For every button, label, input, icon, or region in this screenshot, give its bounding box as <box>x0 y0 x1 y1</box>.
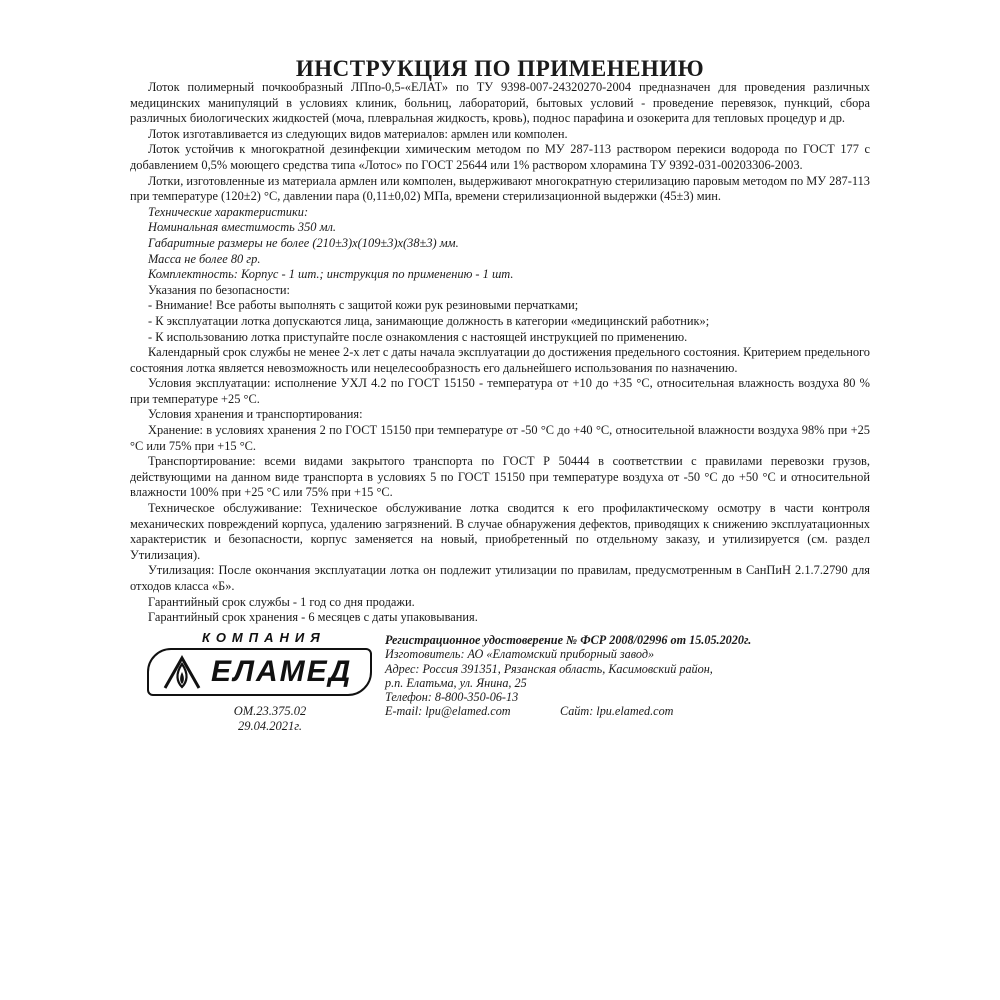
spec-item: Номинальная вместимость 350 мл. <box>148 220 337 235</box>
logo-frame <box>147 648 372 696</box>
manufacturer-info <box>385 633 855 719</box>
intro-paragraph: Лоток полимерный почкообразный ЛПпо-0,5-«ЕЛАТ» по ТУ 9398-007-24320270-2004 предназначен для проведения различных медицинских манипуляций в условиях клиник, больниц, лабораторий, бытовых условий - проведение перевязок, пункций, сбора различных биологических жидкостей (моча, плевральная жидкость, кровь), поднос парафина и озокерита для тепловых процедур и др. <box>130 80 870 126</box>
logo-company-label: КОМПАНИЯ <box>202 630 326 645</box>
warranty-storage-line: Гарантийный срок хранения - 6 месяцев с даты упаковывания. <box>148 610 478 625</box>
safety-item: - Внимание! Все работы выполнять с защитой кожи рук резиновыми перчатками; <box>148 298 579 313</box>
service-life-paragraph: Календарный срок службы не менее 2-х лет с даты начала эксплуатации до достижения предельного состояния. Критерием предельного состояния лотка является невозможность или нецелесообразность его дальнейшего использования по назначению. <box>130 345 870 375</box>
flame-emblem-icon <box>161 654 203 692</box>
disinfection-paragraph: Лоток устойчив к многократной дезинфекции химическим методом по МУ 287-113 раствором перекиси водорода по ГОСТ 177 с добавлением 0,5% моющего средства типа «Лотос» по ГОСТ 25644 или 1% раствором хлорамина ТУ 9392-031-00203306-2003. <box>130 142 870 172</box>
address-line-2: р.п. Елатьма, ул. Янина, 25 <box>385 675 527 690</box>
spec-item: Комплектность: Корпус - 1 шт.; инструкция по применению - 1 шт. <box>148 267 514 282</box>
logo-company-name: ЕЛАМЕД <box>211 655 353 688</box>
address-line-1: Адрес: Россия 391351, Рязанская область, Касимовский район, <box>385 661 713 676</box>
disposal-paragraph: Утилизация: После окончания эксплуатации лотка он подлежит утилизации по правилам, предусмотренным в СанПиН 2.1.7.2790 для отходов класса «Б». <box>130 563 870 593</box>
website-text: Сайт: lpu.elamed.com <box>560 704 674 719</box>
document-number-block <box>220 704 320 734</box>
registration-line: Регистрационное удостоверение № ФСР 2008/02996 от 15.05.2020г. <box>385 633 752 647</box>
document-title: ИНСТРУКЦИЯ ПО ПРИМЕНЕНИЮ <box>295 56 705 81</box>
company-logo <box>147 630 377 700</box>
document-code: ОМ.23.375.02 <box>233 704 307 718</box>
phone-line: Телефон: 8-800-350-06-13 <box>385 690 519 705</box>
document-date: 29.04.2021г. <box>237 719 303 733</box>
operation-paragraph: Условия эксплуатации: исполнение УХЛ 4.2 по ГОСТ 15150 - температура от +10 до +35 °С, относительная влажность воздуха 80 % при температуре +25 °С. <box>130 376 870 406</box>
email-text: E-mail: lpu@elamed.com <box>385 704 511 719</box>
safety-heading: Указания по безопасности: <box>148 282 290 297</box>
storage-paragraph: Хранение: в условиях хранения 2 по ГОСТ 15150 при температуре от -50 °С до +40 °С, относительной влажности воздуха 98% при +25 °С или 75% при +15 °С. <box>130 423 870 453</box>
manufacturer-line: Изготовитель: АО «Елатомский приборный завод» <box>385 647 655 662</box>
safety-item: - К эксплуатации лотка допускаются лица, занимающие должность в категории «медицинский работник»; <box>148 313 710 328</box>
sterilization-paragraph: Лотки, изготовленные из материала армлен или комполен, выдерживают многократную стерилизацию паровым методом по МУ 287-113 при температуре (120±2) °С, давлении пара (0,11±0,02) МПа, времени стерилизационной выдержки (45±3) мин. <box>130 173 870 204</box>
maintenance-paragraph: Техническое обслуживание: Техническое обслуживание лотка сводится к его профилактическому осмотру в части контроля механических повреждений корпуса, удалению загрязнений. В случае обнаружения дефектов, приводящих к снижению эксплуатационных характеристик и безопасности, корпус заменяется на новый, приобретенный по отдельному заказу, и утилизируется (см. раздел Утилизация). <box>130 501 870 562</box>
instruction-body <box>130 80 870 626</box>
spec-item: Габаритные размеры не более (210±3)х(109±3)х(38±3) мм. <box>148 235 459 250</box>
materials-paragraph: Лоток изготавливается из следующих видов материалов: армлен или комполен. <box>148 126 568 141</box>
specs-heading: Технические характеристики: <box>148 204 309 219</box>
safety-item: - К использованию лотка приступайте после ознакомления с настоящей инструкцией по применению. <box>148 329 688 344</box>
storage-heading: Условия хранения и транспортирования: <box>148 407 363 422</box>
spec-item: Масса не более 80 гр. <box>148 251 261 266</box>
warranty-service-line: Гарантийный срок службы - 1 год со дня продажи. <box>148 594 415 609</box>
transport-paragraph: Транспортирование: всеми видами закрытого транспорта по ГОСТ Р 50444 в соответствии с правилами перевозки грузов, действующими на данном виде транспорта в условиях 5 по ГОСТ 15150 при температуре воздуха от -50 °С до +50 °С и относительной влажности 100% при +25 °С или 75% при +15 °С. <box>130 454 870 500</box>
contact-line <box>385 704 855 718</box>
